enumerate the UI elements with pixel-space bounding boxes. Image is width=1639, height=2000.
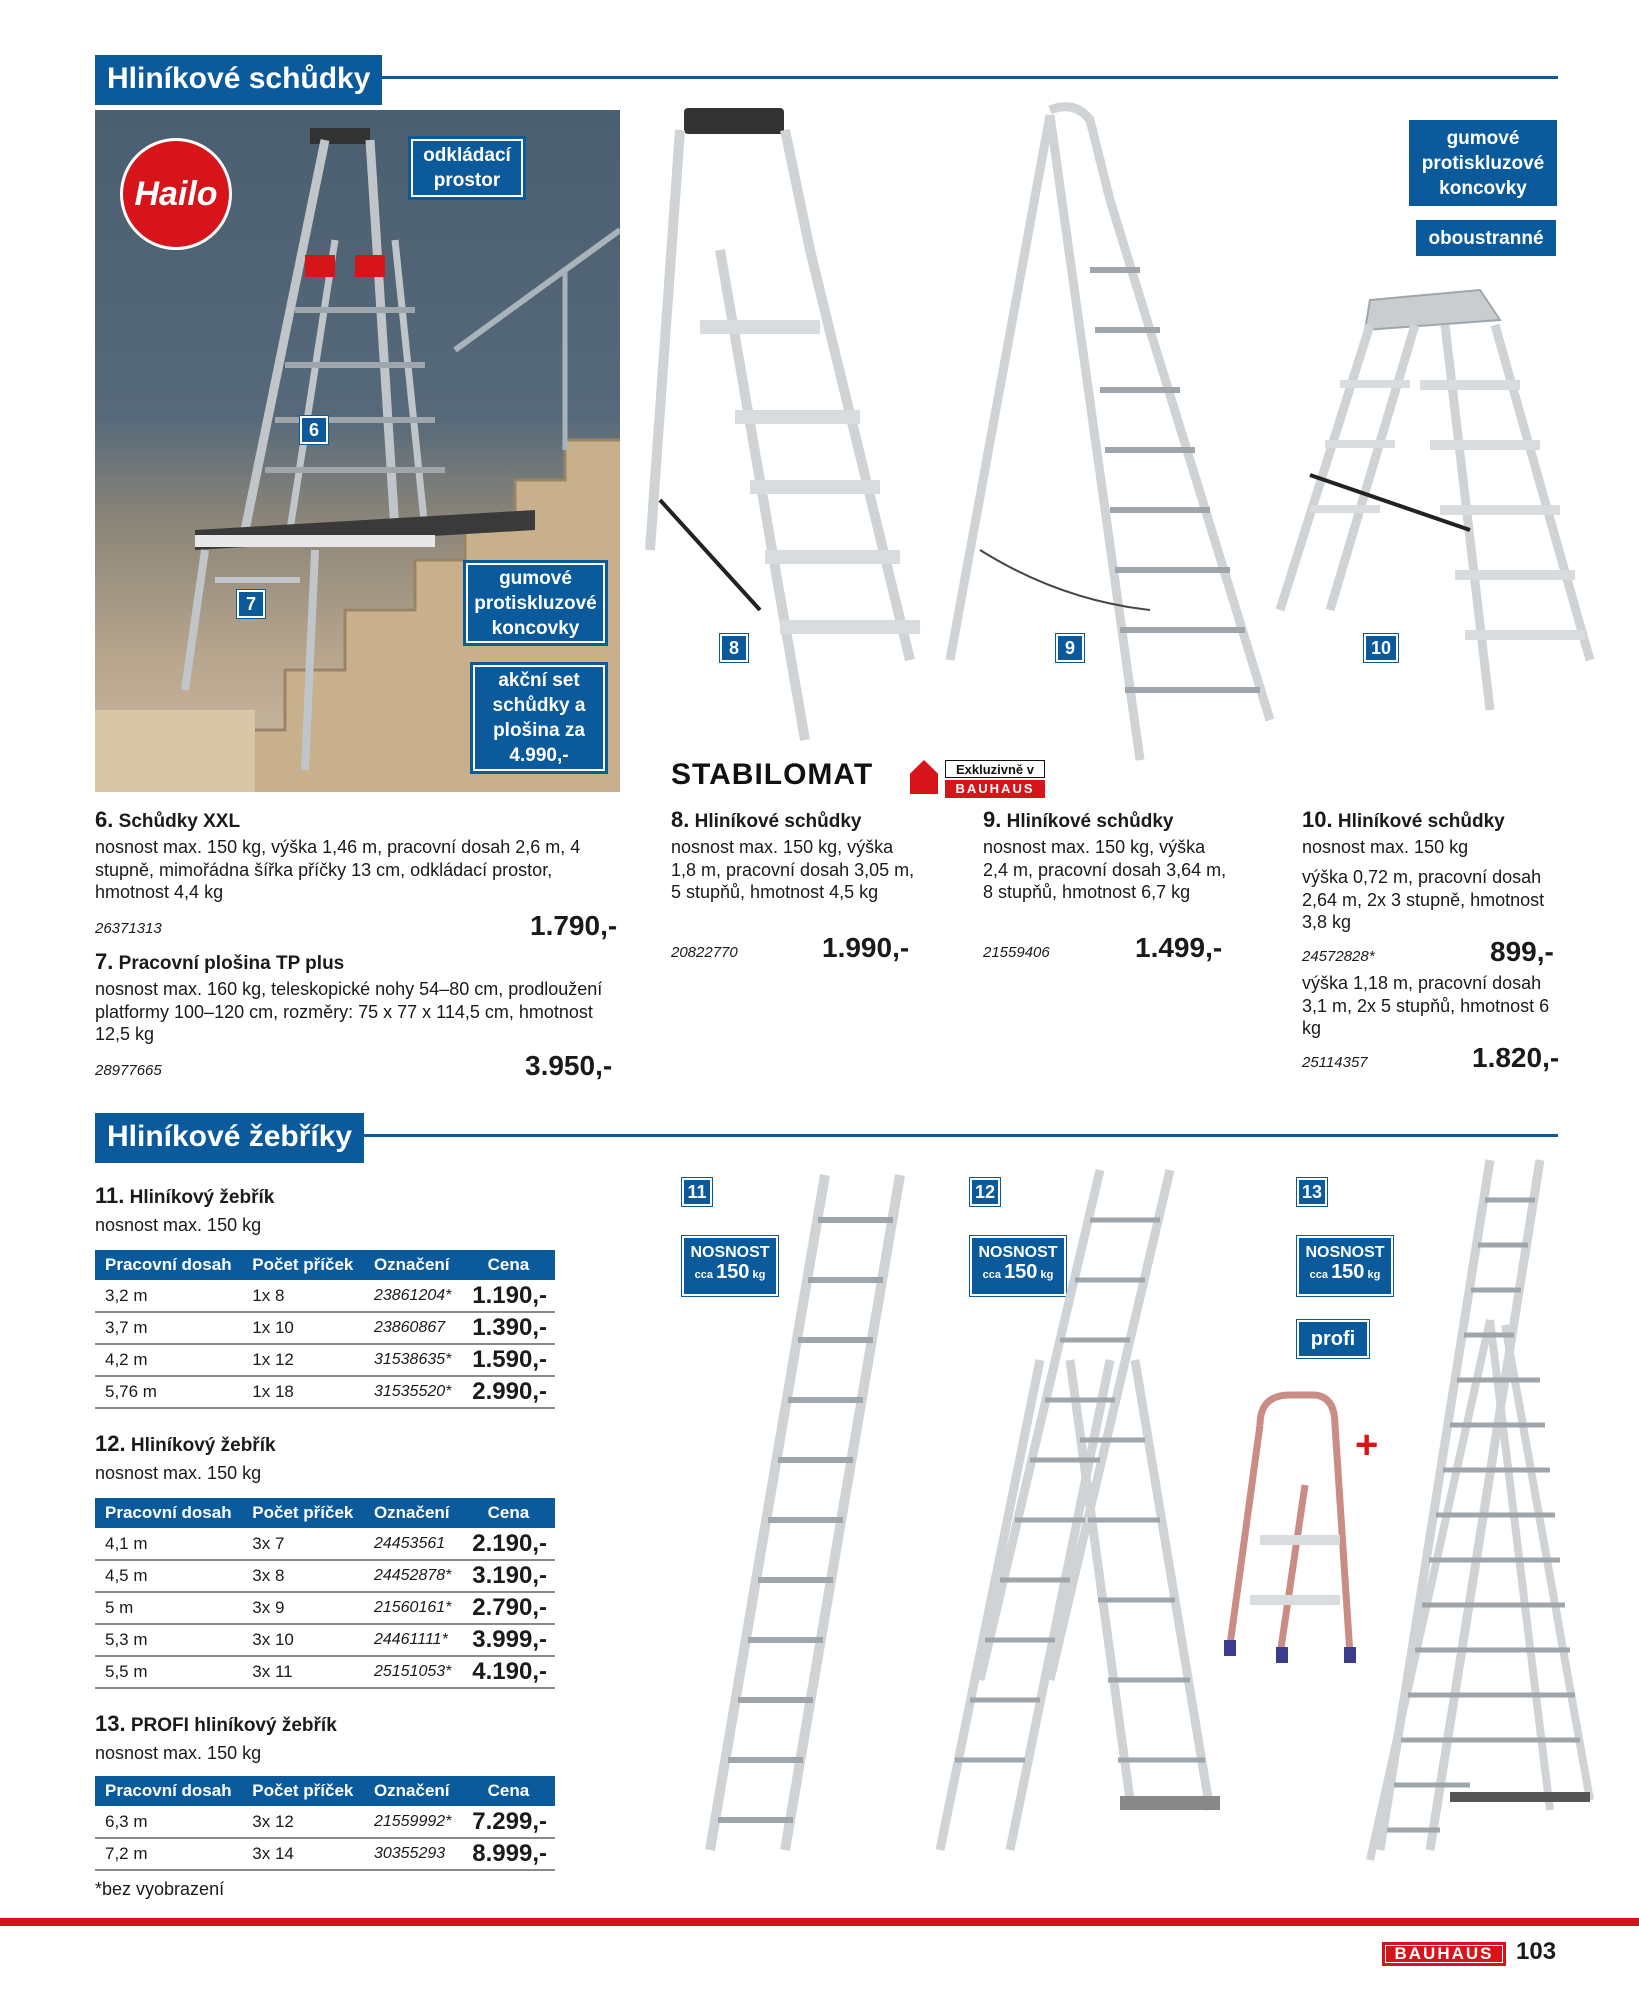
col-header: Počet příček: [242, 1250, 364, 1280]
col-header: Označení: [364, 1250, 462, 1280]
footnote: *bez vyobrazení: [95, 1879, 225, 1899]
col-header: Cena: [462, 1250, 555, 1280]
section-title-ladders: Hliníkové žebříky: [95, 1113, 364, 1163]
product-11-title: 11. Hliníkový žebřík: [95, 1183, 275, 1208]
exclusive-label: Exkluzivně v: [945, 760, 1045, 778]
product-7-desc: nosnost max. 160 kg, teleskopické nohy 54–80 cm, prodloužení platformy 100–120 cm, rozměry: 75 x 77 x 114,5 cm, hmotnost 12,5 kg: [95, 979, 603, 1044]
col-header: Počet příček: [242, 1776, 364, 1806]
table-row: 4,2 m 1x 12 31538635* 1.590,-: [95, 1344, 555, 1376]
product-8-code: 20822770: [671, 944, 738, 961]
callout-rubber-feet-right: gumové protiskluzové koncovky: [1409, 120, 1557, 206]
product-10-desc: nosnost max. 150 kg: [1302, 837, 1469, 857]
product-7-price: 3.950,-: [525, 1050, 613, 1081]
callout-rubber-feet: gumové protiskluzové koncovky: [463, 560, 608, 646]
product-10-variant2-code: 25114357: [1302, 1054, 1368, 1071]
product-10-variant1-price: 899,-: [1490, 936, 1554, 967]
page-number: 103: [1516, 1938, 1557, 1965]
product-9-price: 1.499,-: [1135, 932, 1223, 963]
section-divider-2: [358, 1134, 1558, 1137]
product-9-desc: nosnost max. 150 kg, výška 2,4 m, pracovní dosah 3,64 m, 8 stupňů, hmotnost 6,7 kg: [983, 837, 1227, 902]
product-10-variant1-code: 24572828*: [1302, 948, 1375, 965]
col-header: Cena: [462, 1776, 555, 1806]
product-12-title: 12. Hliníkový žebřík: [95, 1431, 276, 1456]
hailo-logo: Hailo: [120, 138, 232, 250]
badge-12: 12: [970, 1178, 1000, 1206]
product-13-desc: nosnost max. 150 kg: [95, 1743, 262, 1763]
badge-11: 11: [682, 1178, 712, 1206]
ladder-13-illustration: [1340, 1150, 1600, 1870]
table-row: 3,2 m 1x 8 23861204* 1.190,-: [95, 1280, 555, 1312]
stabilomat-logo: STABILOMAT: [671, 758, 874, 791]
product-12-desc: nosnost max. 150 kg: [95, 1463, 262, 1483]
ladder-11-illustration: [700, 1160, 920, 1860]
exclusive-bauhaus-label: BAUHAUS: [945, 780, 1045, 798]
table-row: 5,76 m 1x 18 31535520* 2.990,-: [95, 1376, 555, 1408]
section-divider: [378, 76, 1558, 79]
product-6-price: 1.790,-: [530, 910, 618, 941]
col-header: Cena: [462, 1498, 555, 1528]
table-row: 4,5 m 3x 8 24452878* 3.190,-: [95, 1560, 555, 1592]
product-11-desc: nosnost max. 150 kg: [95, 1215, 262, 1235]
badge-13: 13: [1297, 1178, 1327, 1206]
product-6-desc: nosnost max. 150 kg, výška 1,46 m, pracovní dosah 2,6 m, 4 stupně, mimořádna šířka příčky 13 cm, odkládací prostor, hmotnost 4,4 kg: [95, 837, 581, 902]
ladder-8-illustration: [640, 100, 940, 750]
table-row: 3,7 m 1x 10 23860867 1.390,-: [95, 1312, 555, 1344]
ladder-12-illustration: [920, 1160, 1230, 1860]
table-row: 5,3 m 3x 10 24461111* 3.999,-: [95, 1624, 555, 1656]
product-13-title: 13. PROFI hliníkový žebřík: [95, 1711, 337, 1736]
product-8-title: 8. Hliníkové schůdky: [671, 807, 862, 832]
load-badge-13: NOSNOST cca 150 kg: [1297, 1236, 1393, 1296]
col-header: Pracovní dosah: [95, 1776, 242, 1806]
product-8-price: 1.990,-: [822, 932, 910, 963]
product-9-code: 21559406: [983, 944, 1050, 961]
section-title-stepladders: Hliníkové schůdky: [95, 55, 382, 105]
callout-action-set: akční set schůdky a plošina za 4.990,-: [470, 662, 608, 774]
load-badge-12: NOSNOST cca 150 kg: [970, 1236, 1066, 1296]
product-10-variant2-desc: výška 1,18 m, pracovní dosah 3,1 m, 2x 5 stupňů, hmotnost 6 kg: [1302, 973, 1550, 1038]
table-row: 7,2 m 3x 14 30355293 8.999,-: [95, 1838, 555, 1870]
product-6-title: 6. Schůdky XXL: [95, 807, 241, 832]
badge-6: 6: [300, 416, 328, 444]
badge-10: 10: [1364, 634, 1398, 662]
product-12-table: [95, 1498, 555, 1689]
ladder-9-illustration: [940, 100, 1280, 770]
product-13-table: [95, 1776, 555, 1871]
product-10-title: 10. Hliníkové schůdky: [1302, 807, 1505, 832]
badge-8: 8: [720, 634, 748, 662]
table-row: 4,1 m 3x 7 24453561 2.190,-: [95, 1528, 555, 1560]
table-row: 5,5 m 3x 11 25151053* 4.190,-: [95, 1656, 555, 1688]
product-10-variant2-price: 1.820,-: [1472, 1042, 1560, 1073]
product-9-title: 9. Hliníkové schůdky: [983, 807, 1174, 832]
plus-sign: +: [1355, 1423, 1379, 1467]
bauhaus-logo: BAUHAUS: [1382, 1942, 1506, 1966]
step-stool-illustration: [1220, 1385, 1360, 1675]
col-header: Označení: [364, 1498, 462, 1528]
col-header: Pracovní dosah: [95, 1250, 242, 1280]
callout-storage: odkládací prostor: [408, 136, 526, 200]
product-7-code: 28977665: [95, 1062, 162, 1079]
load-badge-11: NOSNOST cca 150 kg: [682, 1236, 778, 1296]
product-7-title: 7. Pracovní plošina TP plus: [95, 949, 345, 974]
col-header: Označení: [364, 1776, 462, 1806]
bauhaus-house-icon: [910, 760, 938, 794]
badge-9: 9: [1056, 634, 1084, 662]
profi-badge: profi: [1297, 1320, 1369, 1358]
footer-red-bar: [0, 1918, 1639, 1926]
callout-both-sides: oboustranné: [1416, 220, 1556, 256]
product-6-code: 26371313: [95, 920, 162, 937]
col-header: Pracovní dosah: [95, 1498, 242, 1528]
product-8-desc: nosnost max. 150 kg, výška 1,8 m, pracovní dosah 3,05 m, 5 stupňů, hmotnost 4,5 kg: [671, 837, 915, 902]
badge-7: 7: [237, 590, 265, 618]
product-11-table: [95, 1250, 555, 1409]
table-row: 5 m 3x 9 21560161* 2.790,-: [95, 1592, 555, 1624]
table-row: 6,3 m 3x 12 21559992* 7.299,-: [95, 1806, 555, 1838]
col-header: Počet příček: [242, 1498, 364, 1528]
ladder-10-illustration: [1270, 280, 1600, 730]
product-10-variant1-desc: výška 0,72 m, pracovní dosah 2,64 m, 2x 3 stupně, hmotnost 3,8 kg: [1302, 867, 1545, 932]
